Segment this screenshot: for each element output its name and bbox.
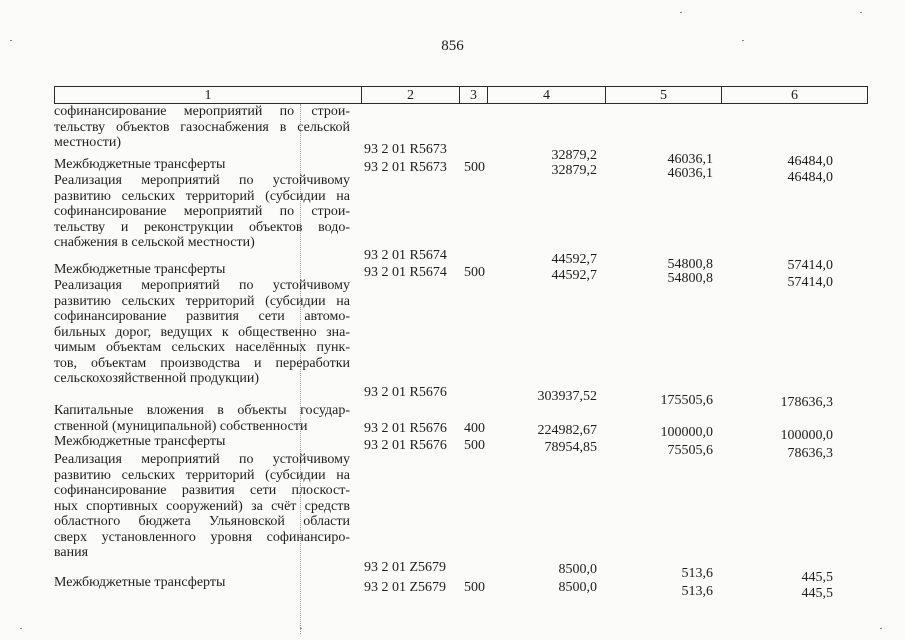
- row-value-2019: 8500,0: [558, 562, 597, 577]
- row-vr: 500: [464, 265, 485, 280]
- row-value-2019: 78954,85: [544, 440, 597, 455]
- row-name-line: вания: [54, 545, 89, 560]
- speck: [860, 12, 862, 13]
- row-name: [54, 157, 350, 173]
- header-col-3: 3: [460, 86, 488, 104]
- row-name: [54, 262, 350, 278]
- row-value-2020: 54800,8: [667, 257, 713, 272]
- speck: [10, 40, 12, 41]
- speck: [880, 628, 882, 629]
- row-name-line: софинансирование развития сети плоскост-: [54, 483, 350, 498]
- row-value-2019: 224982,67: [537, 423, 597, 438]
- speck: [742, 40, 744, 41]
- row-value-2020: 100000,0: [660, 425, 713, 440]
- row-value-2020: 75505,6: [667, 443, 713, 458]
- row-name: [54, 173, 350, 251]
- row-name-line: местности): [54, 135, 122, 150]
- row-name-line: чимым объектам сельских населённых пунк-: [54, 340, 350, 355]
- row-value-2019: 32879,2: [551, 148, 597, 163]
- row-name-line: областного бюджета Ульяновской области: [54, 514, 350, 529]
- row-name-line: тельству объектов газоснабжения в сельской: [54, 119, 350, 135]
- row-value-2021: 78636,3: [787, 446, 833, 461]
- row-vr: 500: [464, 438, 485, 453]
- row-vr: 500: [464, 580, 485, 595]
- row-value-2021: 46484,0: [787, 154, 833, 169]
- row-name-line: Межбюджетные трансферты: [54, 575, 226, 590]
- row-name-line: развитию сельских территорий (субсидии на: [54, 467, 350, 483]
- row-value-2020: 46036,1: [667, 152, 713, 167]
- row-name-line: снабжения в сельской местности): [54, 235, 255, 250]
- row-name: [54, 403, 350, 434]
- header-col-4: 4: [488, 86, 606, 104]
- row-value-2021: 57414,0: [787, 275, 833, 290]
- row-name-line: развитию сельских территорий (субсидии на: [54, 188, 350, 204]
- speck: [20, 628, 22, 629]
- row-name-line: ных спортивных сооружений) за счёт средств: [54, 498, 350, 514]
- row-name-line: софинансирование развития сети автомо-: [54, 309, 350, 324]
- row-name-line: Реализация мероприятий по устойчивому: [54, 173, 350, 188]
- row-value-2021: 445,5: [801, 570, 833, 585]
- speck: [300, 628, 302, 629]
- row-code: 93 2 01 R5676: [364, 385, 447, 400]
- row-name-line: софинансирование мероприятий по строи-: [54, 204, 350, 219]
- row-value-2020: 513,6: [681, 584, 713, 599]
- row-value-2021: 445,5: [801, 586, 833, 601]
- speck: [680, 12, 682, 13]
- row-name-line: Межбюджетные трансферты: [54, 157, 226, 172]
- row-name-line: софинансирование мероприятий по строи-: [54, 104, 350, 119]
- row-name-line: ственной (муниципальной) собственности: [54, 418, 308, 434]
- row-name-line: Реализация мероприятий по устойчивому: [54, 278, 350, 293]
- row-value-2020: 175505,6: [660, 393, 713, 408]
- row-name: [54, 104, 350, 151]
- row-name-line: Реализация мероприятий по устойчивому: [54, 452, 350, 467]
- row-name-line: сверх установленного уровня софинансиро-: [54, 529, 350, 545]
- row-code: 93 2 01 Z5679: [364, 560, 447, 575]
- row-name-line: сельскохозяйственной продукции): [54, 371, 260, 386]
- row-code: 93 2 01 R5676: [364, 438, 447, 453]
- row-name: [54, 452, 350, 561]
- row-code: 93 2 01 R5676: [364, 421, 447, 436]
- row-value-2020: 54800,8: [667, 271, 713, 286]
- row-name: [54, 575, 350, 591]
- row-name-line: бильных дорог, ведущих к общественно зна-: [54, 324, 350, 340]
- row-value-2019: 44592,7: [551, 268, 597, 283]
- row-code: 93 2 01 R5673: [364, 142, 447, 157]
- row-value-2020: 513,6: [681, 566, 713, 581]
- row-code: 93 2 01 R5674: [364, 248, 447, 263]
- row-name: [54, 278, 350, 387]
- row-value-2021: 100000,0: [780, 428, 833, 443]
- row-code: 93 2 01 Z5679: [364, 580, 447, 595]
- row-value-2020: 46036,1: [667, 166, 713, 181]
- row-name-line: тов, объектам производства и переработки: [54, 355, 350, 371]
- row-value-2019: 44592,7: [551, 252, 597, 267]
- row-value-2021: 57414,0: [787, 258, 833, 273]
- page-number: 856: [441, 38, 464, 54]
- row-value-2019: 8500,0: [558, 580, 597, 595]
- row-code: 93 2 01 R5674: [364, 265, 447, 280]
- row-value-2019: 303937,52: [537, 389, 597, 404]
- header-col-1: 1: [54, 86, 362, 104]
- row-name: [54, 434, 350, 450]
- row-name-line: развитию сельских территорий (субсидии на: [54, 293, 350, 309]
- row-name-line: Межбюджетные трансферты: [54, 262, 226, 277]
- header-col-5: 5: [606, 86, 722, 104]
- row-value-2019: 32879,2: [551, 163, 597, 178]
- row-code: 93 2 01 R5673: [364, 160, 447, 175]
- header-col-6: 6: [722, 86, 868, 104]
- row-value-2021: 46484,0: [787, 170, 833, 185]
- row-value-2021: 178636,3: [780, 395, 833, 410]
- row-vr: 500: [464, 160, 485, 175]
- row-name-line: Капитальные вложения в объекты государ-: [54, 403, 350, 418]
- header-col-2: 2: [362, 86, 460, 104]
- row-vr: 400: [464, 421, 485, 436]
- row-name-line: Межбюджетные трансферты: [54, 434, 226, 449]
- row-name-line: тельству и реконструкции объектов водо-: [54, 219, 350, 235]
